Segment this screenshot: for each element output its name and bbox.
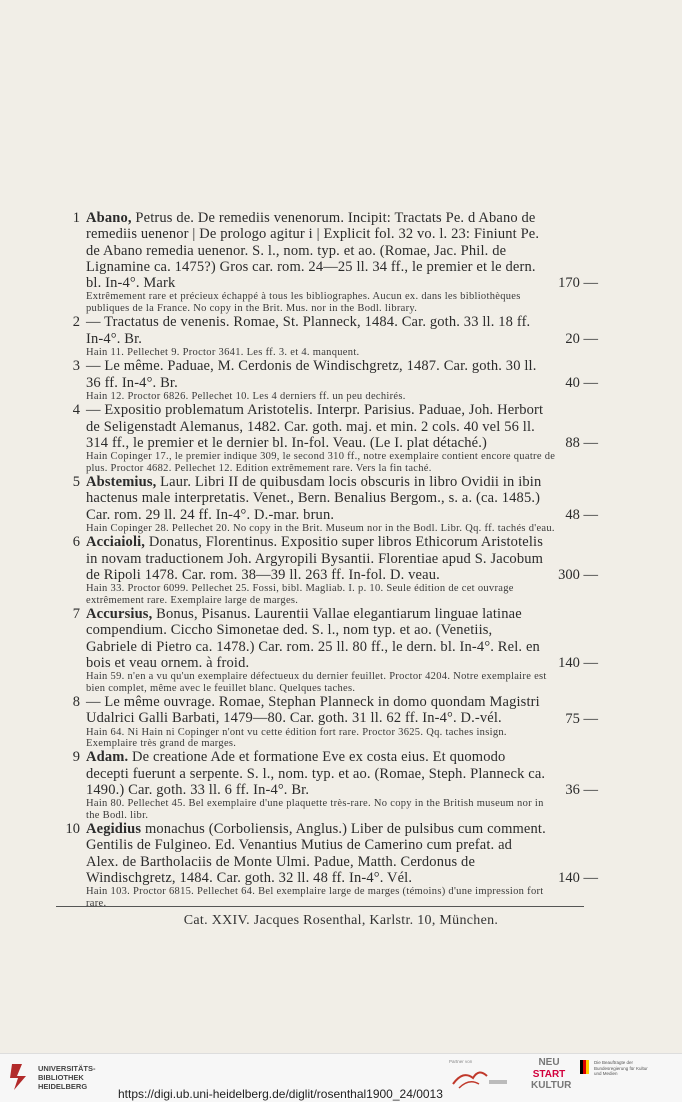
catalog-entry <box>56 534 596 606</box>
entry-price: 140 — <box>558 654 598 671</box>
entry-number: 3 <box>72 358 80 375</box>
entry-description <box>86 534 546 583</box>
entry-heading: Accursius, <box>86 606 153 622</box>
entry-price: 48 — <box>565 506 598 523</box>
neustart-neu: NEU <box>538 1057 560 1068</box>
entry-price: 36 — <box>565 782 598 799</box>
library-name-line2: BIBLIOTHEK <box>38 1072 84 1082</box>
entry-number: 8 <box>72 694 80 710</box>
entry-price: 300 — <box>558 566 598 583</box>
neustart-kultur-logo <box>531 1057 572 1092</box>
entry-text: monachus (Corboliensis, Anglus.) Liber de pulsibus cum comment. Gentilis de Fulgineo. Ed. Venantius Mutius de Camerino cum prefat. ad Alex. de Bartholaciis de Monte Ulmi. Padue, Matth. Cerdonus de Windischgretz, 1484. Car. goth. 32 ll. 48 ff. In-4°. Vél. <box>86 821 546 886</box>
catalog-footer: Cat. XXIV. Jacques Rosenthal, Karlstr. 10, München. <box>183 913 499 928</box>
entry-note: Hain Copinger 28. Pellechet 20. No copy in the Brit. Museum nor in the Bodl. Libr. Qq. ff. tachés d'eau. <box>86 522 555 534</box>
entry-number: 4 <box>72 402 80 419</box>
catalog-entry <box>56 474 596 534</box>
entry-description <box>86 749 546 798</box>
entry-text: — Expositio problematum Aristotelis. Interpr. Parisius. Paduae, Joh. Herbort de Seligenstadt Alemanus, 1482. Car. goth. maj. et min. 2 cols. 40 vel 56 ll. 314 ff., le premier et le dernier bl. In-fol. Veau. (Le I. plat détaché.) <box>86 402 544 451</box>
entry-note: Hain 64. Ni Hain ni Copinger n'ont vu cette édition fort rare. Proctor 3625. Qq. taches insign. Exemplaire très grand de marges. <box>86 726 507 749</box>
entry-heading: Aegidius <box>86 821 142 838</box>
federal-eagle-icon <box>580 1060 590 1074</box>
partner-bird-icon <box>449 1064 509 1092</box>
partner-label: Partner von <box>449 1059 473 1064</box>
entry-price: 140 — <box>558 869 598 886</box>
entry-text: — Le même. Paduae, M. Cerdonis de Windischgretz, 1487. Car. goth. 30 ll. 36 ff. In-4°. Br. <box>86 358 537 391</box>
entry-price: 88 — <box>565 434 598 451</box>
entry-description <box>86 402 546 451</box>
entry-text: — Le même ouvrage. Romae, Stephan Planneck in domo quondam Magistri Udalrici Galli Barbati, 1479—80. Car. goth. 31 ll. 62 ff. In-4°. D.-vél. <box>86 694 540 727</box>
entry-description <box>86 210 546 291</box>
page-url[interactable]: https://digi.ub.uni-heidelberg.de/diglit/rosenthal1900_24/0013 <box>118 1087 443 1101</box>
entry-price: 75 — <box>565 710 598 727</box>
entry-description <box>86 821 546 886</box>
entry-text: Laur. Libri II de quibusdam locis obscuris in libro Ovidii in ibin hactenus male interpretatis. Venet., Bern. Benalius Bergom., s. a. (ca. 1485.) Car. rom. 29 ll. 24 ff. In-4°. D.-mar. brun. <box>86 474 542 523</box>
entry-note: Hain 103. Proctor 6815. Pellechet 64. Bel exemplaire large de marges (témoins) d'une impression fort rare. <box>86 886 544 909</box>
entry-heading: Acciaioli, <box>86 534 146 551</box>
entry-number: 10 <box>65 821 80 838</box>
university-library-logo[interactable] <box>8 1062 96 1092</box>
entry-description <box>86 694 546 727</box>
entry-note: Hain 11. Pellechet 9. Proctor 3641. Les ff. 3. et 4. manquent. <box>86 346 360 358</box>
neustart-start: START <box>532 1068 566 1080</box>
viewer-bottom-bar <box>0 1053 682 1102</box>
entry-note: Extrêmement rare et précieux échappé à tous les bibliographes. Aucun ex. dans les bibliothèques publiques de la France. No copy in the Brit. Mus. nor in the Bodl. library. <box>86 291 521 314</box>
entry-heading: Abano, <box>86 210 132 226</box>
library-emblem-icon <box>8 1062 34 1092</box>
bkm-text: Die Beauftragte der Bundesregierung für Kultur und Medien <box>594 1060 648 1076</box>
footer-rule <box>56 906 584 907</box>
entry-text: — Tractatus de venenis. Romae, St. Planneck, 1484. Car. goth. 33 ll. 18 ff. In-4°. Br. <box>86 314 531 347</box>
entry-text: De creatione Ade et formatione Eve ex costa eius. Et quomodo decepti fuerunt a serpente. S. l., nom. typ. et ao. (Romae, Steph. Planneck ca. 1490.) Car. goth. 33 ll. 6 ff. In-4°. Br. <box>86 749 546 798</box>
catalog-entry <box>56 358 596 402</box>
catalog-entry <box>56 694 596 749</box>
entry-price: 20 — <box>565 330 598 347</box>
neustart-kultur: KULTUR <box>531 1080 572 1091</box>
entry-text: Donatus, Florentinus. Expositio super libros Ethicorum Aristotelis in novam traductionem Joh. Argyropili Bysantii. Florentiae apud S. Jacobum de Ripoli 1478. Car. rom. 38—39 ll. 263 ff. In-fol. D. veau. <box>86 534 544 583</box>
entry-heading: Adam. <box>86 749 129 766</box>
catalog-entry <box>56 402 596 474</box>
entry-heading: Abstemius, <box>86 474 157 490</box>
catalog-entry <box>56 606 596 694</box>
partner-logos <box>449 1059 509 1093</box>
catalog-entry <box>56 314 596 358</box>
entry-description <box>86 314 546 347</box>
entry-number: 1 <box>72 210 80 226</box>
entry-note: Hain 33. Proctor 6099. Pellechet 25. Fossi, bibl. Magliab. I. p. 10. Seule édition de cet ouvrage extrêmement rare. Exemplaire large de marges. <box>86 583 514 606</box>
catalog-entry <box>56 210 596 314</box>
entry-description <box>86 474 546 523</box>
catalog-entry <box>56 821 596 909</box>
catalog-list <box>56 210 596 909</box>
entry-note: Hain Copinger 17., le premier indique 309, le second 310 ff., notre exemplaire contient encore quatre de plus. Proctor 4682. Pellechet 12. Edition extrêmement rare. Vers la fin taché. <box>86 451 556 474</box>
entry-note: Hain 59. n'en a vu qu'un exemplaire défectueux du dernier feuillet. Proctor 4204. Notre exemplaire est bien complet, même avec le feuillet blanc. Quelques taches. <box>86 671 547 694</box>
entry-price: 40 — <box>565 374 598 391</box>
entry-price: 170 — <box>558 274 598 291</box>
library-name-line1: UNIVERSITÄTS- <box>38 1063 96 1073</box>
entry-number: 6 <box>72 534 80 551</box>
entry-number: 7 <box>72 606 80 622</box>
entry-description <box>86 606 546 671</box>
library-name-line3: HEIDELBERG <box>38 1081 88 1091</box>
entry-text: Petrus de. De remediis venenorum. Incipit: Tractats Pe. d Abano de remediis uenenor | De prologo agitur i | Explicit fol. 32 vo. l. 23: Finiunt Pe. de Abano remedia uenenor. S. l., nom. typ. et ao. (Romae, Jac. Phil. de Lignamine ca. 1475?) Gros car. rom. 24—25 ll. 34 ff., le premier et le dern. bl. In-4°. Mark <box>86 210 540 292</box>
entry-number: 9 <box>72 749 80 766</box>
entry-number: 2 <box>72 314 80 331</box>
library-name <box>38 1064 96 1091</box>
catalog-entry <box>56 749 596 821</box>
entry-note: Hain 12. Proctor 6826. Pellechet 10. Les 4 derniers ff. un peu dechirés. <box>86 390 406 402</box>
entry-note: Hain 80. Pellechet 45. Bel exemplaire d'une plaquette très-rare. No copy in the British museum nor in the Bodl. libr. <box>86 798 544 821</box>
entry-text: Bonus, Pisanus. Laurentii Vallae elegantiarum linguae latinae compendium. Ciccho Simonetae ded. S. l., nom typ. et ao. (Venetiis, Gabriele di Pietro ca. 1478.) Car. rom. 25 ll. 80 ff., le dern. bl. In-4°. Rel. en bois et veau ornem. à froid. <box>86 606 540 671</box>
entry-description <box>86 358 546 391</box>
bkm-logo <box>580 1060 652 1077</box>
entry-number: 5 <box>72 474 80 490</box>
